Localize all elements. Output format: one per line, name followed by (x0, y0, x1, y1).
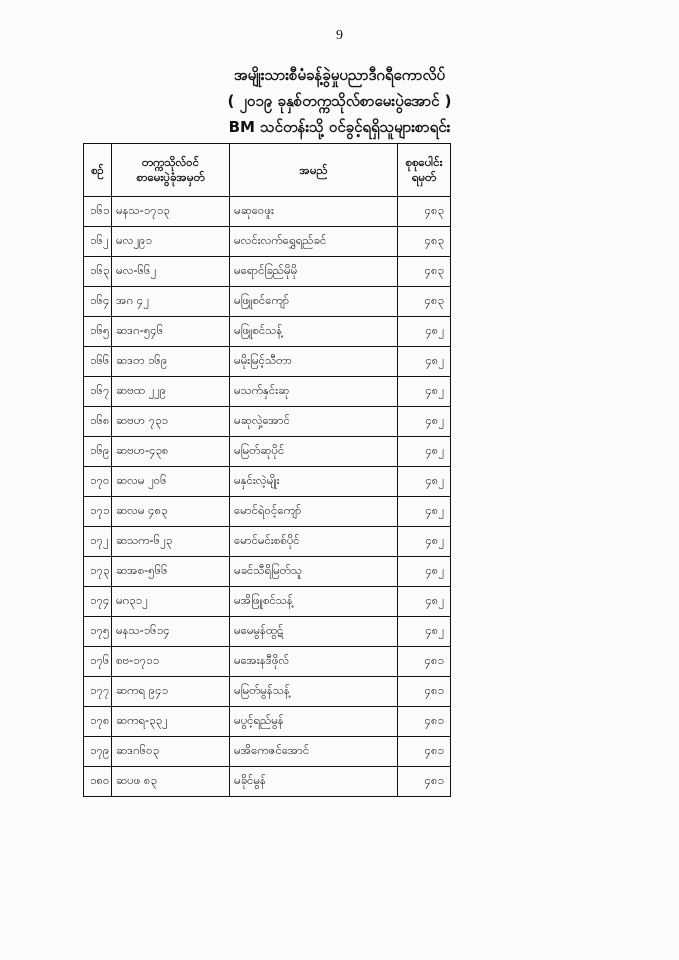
serial-cell: ၁၇၈ (84, 707, 112, 737)
roll-number-cell: ဆဗဟ-၄၃၈ (112, 437, 230, 467)
name-cell: မအိကေဇင်အောင် (230, 737, 398, 767)
table-row (84, 377, 451, 407)
roll-number-cell: ဆဗထ ၂၂၉ (112, 377, 230, 407)
total-marks-cell: ၄၈၂ (398, 437, 451, 467)
table-row (84, 707, 451, 737)
total-marks-cell: ၄၈၁ (398, 707, 451, 737)
serial-cell: ၁၇၁ (84, 497, 112, 527)
name-cell: မနှင်းလဲ့မျိုး (230, 467, 398, 497)
table-row (84, 767, 451, 797)
total-marks-cell: ၄၈၂ (398, 377, 451, 407)
roll-number-cell: မနသ-၁၇၁၃ (112, 197, 230, 227)
name-cell: မပွင့်ရည်မွန် (230, 707, 398, 737)
table-row (84, 257, 451, 287)
column-header-name: အမည် (230, 144, 398, 197)
table-row (84, 317, 451, 347)
table-row (84, 587, 451, 617)
serial-cell: ၁၆၈ (84, 407, 112, 437)
roll-number-cell: မနသ-၁၆၁၄ (112, 617, 230, 647)
table-header-row (84, 144, 451, 197)
name-cell: မအေးနဒီဖိုလ် (230, 647, 398, 677)
name-cell: မမေမွန်ထွဋ် (230, 617, 398, 647)
roll-number-cell: စဗ-၁၇၁၁ (112, 647, 230, 677)
page-number: 9 (336, 28, 343, 43)
table-row (84, 197, 451, 227)
name-cell: မခိုင်မွန် (230, 767, 398, 797)
roll-number-cell: မလ၂၉၁ (112, 227, 230, 257)
total-marks-cell: ၄၈၂ (398, 527, 451, 557)
table-row (84, 227, 451, 257)
table-row (84, 737, 451, 767)
serial-cell: ၁၆၉ (84, 437, 112, 467)
serial-cell: ၁၆၆ (84, 347, 112, 377)
table-row (84, 677, 451, 707)
column-header-serial: စဉ် (84, 144, 112, 197)
name-cell: မခင်သီရိမြတ်သူ (230, 557, 398, 587)
serial-cell: ၁၈၀ (84, 767, 112, 797)
serial-cell: ၁၇၄ (84, 587, 112, 617)
roll-number-cell: ဆအစ-၅၆၆ (112, 557, 230, 587)
table-row (84, 497, 451, 527)
name-cell: မမြတ်မွန်သန့် (230, 677, 398, 707)
table-row (84, 617, 451, 647)
roll-number-cell: ဆဒဂ-၅၄၆ (112, 317, 230, 347)
serial-cell: ၁၆၃ (84, 257, 112, 287)
list-title: BM သင်တန်းသို့ ဝင်ခွင့်ရရှိသူများစာရင်း (228, 118, 451, 136)
total-marks-cell: ၄၈၂ (398, 467, 451, 497)
serial-cell: ၁၆၄ (84, 287, 112, 317)
serial-cell: ၁၇၂ (84, 527, 112, 557)
name-cell: မဆုလှဲ့အောင် (230, 407, 398, 437)
roll-number-cell: ဆလမ ၂၀၆ (112, 467, 230, 497)
column-header-roll-number: တက္ကသိုလ်ဝင် စာမေးပွဲခုံအမှတ် (112, 144, 230, 197)
name-cell: မောင်မင်းစစ်ပိုင် (230, 527, 398, 557)
total-marks-cell: ၄၈၃ (398, 227, 451, 257)
roll-number-cell: ဆဒတ ၁၆၉ (112, 347, 230, 377)
roll-number-cell: ဆလမ ၄၈၃ (112, 497, 230, 527)
name-cell: မောင်ရဲဝင့်ကျော် (230, 497, 398, 527)
total-marks-cell: ၄၈၂ (398, 347, 451, 377)
total-marks-cell: ၄၈၂ (398, 587, 451, 617)
table-row (84, 467, 451, 497)
serial-cell: ၁၇၃ (84, 557, 112, 587)
roll-number-cell: ဆဗဟ ၇၃၁ (112, 407, 230, 437)
column-header-total-marks: စုစုပေါင်း ရမှတ် (398, 144, 451, 197)
name-cell: မအိဖြူစင်သန့် (230, 587, 398, 617)
roll-number-cell: ဆကရ ၉၄၁ (112, 677, 230, 707)
table-row (84, 647, 451, 677)
serial-cell: ၁၆၇ (84, 377, 112, 407)
serial-cell: ၁၇၅ (84, 617, 112, 647)
roll-number-cell: မလ-၆၆၂ (112, 257, 230, 287)
roll-number-cell: ဆကရ-၃၃၂ (112, 707, 230, 737)
serial-cell: ၁၇၉ (84, 737, 112, 767)
exam-year-subtitle: ( ၂၀၁၉ ခုနှစ်တက္ကသိုလ်စာမေးပွဲအောင် ) (227, 92, 452, 110)
total-marks-cell: ၄၈၃ (398, 257, 451, 287)
total-marks-cell: ၄၈၁ (398, 737, 451, 767)
roll-number-cell: မဂ၃၁၂ (112, 587, 230, 617)
total-marks-cell: ၄၈၁ (398, 767, 451, 797)
name-cell: မဖြူစင်ကျော် (230, 287, 398, 317)
table-body (84, 197, 451, 797)
roll-number-cell: ဆသက-၆၂၃ (112, 527, 230, 557)
total-marks-cell: ၄၈၃ (398, 287, 451, 317)
total-marks-cell: ၄၈၂ (398, 557, 451, 587)
name-cell: မသက်နှင်းဆု (230, 377, 398, 407)
serial-cell: ၁၆၂ (84, 227, 112, 257)
table-row (84, 287, 451, 317)
serial-cell: ၁၆၅ (84, 317, 112, 347)
roll-number-cell: အဂ ၄၂ (112, 287, 230, 317)
total-marks-cell: ၄၈၃ (398, 197, 451, 227)
table-row (84, 347, 451, 377)
institution-title: အမျိုးသားစီမံခန့်ခွဲမှုပညာဒီဂရီကောလိပ် (233, 66, 446, 84)
name-cell: မရောင်ခြည်မိုမို (230, 257, 398, 287)
roll-number-cell: ဆပဖ ၈၃ (112, 767, 230, 797)
roll-number-cell: ဆဒဂ၆၀၃ (112, 737, 230, 767)
name-cell: မမိုးမြင့်သီတာ (230, 347, 398, 377)
table-row (84, 527, 451, 557)
total-marks-cell: ၄၈၂ (398, 617, 451, 647)
serial-cell: ၁၇၆ (84, 647, 112, 677)
name-cell: မလင်းလက်ရွှေရည်ခင် (230, 227, 398, 257)
serial-cell: ၁၇၇ (84, 677, 112, 707)
name-cell: မဖြူစင်သန့် (230, 317, 398, 347)
total-marks-cell: ၄၈၁ (398, 647, 451, 677)
total-marks-cell: ၄၈၂ (398, 497, 451, 527)
table-row (84, 557, 451, 587)
total-marks-cell: ၄၈၁ (398, 677, 451, 707)
admission-table (83, 143, 451, 797)
total-marks-cell: ၄၈၂ (398, 407, 451, 437)
table-row (84, 407, 451, 437)
table-row (84, 437, 451, 467)
name-cell: မမြတ်ဆုပိုင် (230, 437, 398, 467)
total-marks-cell: ၄၈၂ (398, 317, 451, 347)
name-cell: မဆုဝေဖူး (230, 197, 398, 227)
serial-cell: ၁၇၀ (84, 467, 112, 497)
serial-cell: ၁၆၁ (84, 197, 112, 227)
